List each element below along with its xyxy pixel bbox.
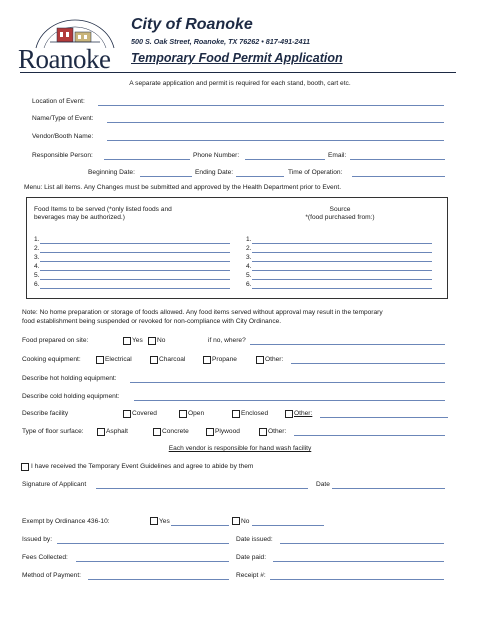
food-prepared-label: Food prepared on site:	[22, 337, 89, 344]
form-title: Temporary Food Permit Application	[131, 51, 343, 65]
food-item-number: 3.	[34, 254, 40, 261]
city-name: City of Roanoke	[131, 16, 253, 33]
cooking-other-field[interactable]	[291, 363, 445, 364]
exempt-label: Exempt by Ordinance 436-10:	[22, 518, 110, 525]
name-type-field[interactable]	[107, 122, 444, 123]
source-item-field[interactable]	[252, 279, 432, 280]
city-address: 500 S. Oak Street, Roanoke, TX 76262 • 817-491-2411	[131, 37, 310, 46]
facility-other-checkbox[interactable]	[285, 410, 293, 418]
food-item-field[interactable]	[40, 252, 230, 253]
propane-checkbox[interactable]	[203, 356, 211, 364]
food-item-field[interactable]	[40, 261, 230, 262]
exempt-yes-field[interactable]	[171, 525, 229, 526]
open-checkbox[interactable]	[179, 410, 187, 418]
source-item-number: 4.	[246, 263, 252, 270]
location-label: Location of Event:	[32, 98, 85, 105]
facility-other-label: Other:	[294, 410, 313, 417]
exempt-no-checkbox[interactable]	[232, 517, 240, 525]
cooking-label: Cooking equipment:	[22, 356, 81, 363]
food-item-field[interactable]	[40, 288, 230, 289]
phone-field[interactable]	[245, 159, 325, 160]
charcoal-label: Charcoal	[159, 356, 186, 363]
date-issued-label: Date issued:	[236, 536, 273, 543]
enclosed-checkbox[interactable]	[232, 410, 240, 418]
exempt-yes-checkbox[interactable]	[150, 517, 158, 525]
method-label: Method of Payment:	[22, 572, 82, 579]
location-field[interactable]	[98, 105, 444, 106]
time-field[interactable]	[352, 176, 445, 177]
electrical-checkbox[interactable]	[96, 356, 104, 364]
hot-holding-label: Describe hot holding equipment:	[22, 375, 117, 382]
intro-text: A separate application and permit is required for each stand, booth, cart etc.	[129, 80, 351, 87]
signature-label: Signature of Applicant	[22, 481, 87, 488]
enclosed-label: Enclosed	[241, 410, 269, 417]
source-item-number: 3.	[246, 254, 252, 261]
issued-by-field[interactable]	[57, 543, 229, 544]
electrical-label: Electrical	[105, 356, 132, 363]
name-type-label: Name/Type of Event:	[32, 115, 94, 122]
email-field[interactable]	[350, 159, 445, 160]
facility-other-field[interactable]	[320, 417, 448, 418]
prepared-yes-label: Yes	[132, 337, 143, 344]
cold-holding-field[interactable]	[134, 400, 445, 401]
exempt-yes-label: Yes	[159, 518, 170, 525]
cold-holding-label: Describe cold holding equipment:	[22, 393, 120, 400]
date-paid-field[interactable]	[273, 561, 444, 562]
cooking-other-label: Other:	[265, 356, 284, 363]
date-issued-field[interactable]	[280, 543, 444, 544]
food-item-field[interactable]	[40, 279, 230, 280]
items-header-1: Food Items to be served (*only listed foods and	[34, 206, 172, 213]
concrete-label: Concrete	[162, 428, 189, 435]
food-item-number: 2.	[34, 245, 40, 252]
signature-field[interactable]	[96, 488, 308, 489]
source-item-field[interactable]	[252, 288, 432, 289]
food-item-field[interactable]	[40, 270, 230, 271]
prepared-no-checkbox[interactable]	[148, 337, 156, 345]
agree-checkbox[interactable]	[21, 463, 29, 471]
covered-checkbox[interactable]	[123, 410, 131, 418]
note-line-2: food establishment being suspended or revoked for non-compliance with City Ordinance.	[22, 318, 282, 325]
food-item-number: 5.	[34, 272, 40, 279]
responsible-label: Responsible Person:	[32, 152, 93, 159]
fees-label: Fees Collected:	[22, 554, 68, 561]
begin-field[interactable]	[140, 176, 192, 177]
method-field[interactable]	[88, 579, 229, 580]
begin-label: Beginning Date:	[88, 169, 135, 176]
covered-label: Covered	[132, 410, 157, 417]
phone-label: Phone Number:	[193, 152, 240, 159]
floor-label: Type of floor surface:	[22, 428, 84, 435]
food-item-number: 6.	[34, 281, 40, 288]
header-divider	[20, 72, 456, 73]
source-item-field[interactable]	[252, 252, 432, 253]
concrete-checkbox[interactable]	[153, 428, 161, 436]
food-item-number: 4.	[34, 263, 40, 270]
end-label: Ending Date:	[195, 169, 234, 176]
plywood-label: Plywood	[215, 428, 240, 435]
issued-by-label: Issued by:	[22, 536, 53, 543]
asphalt-checkbox[interactable]	[97, 428, 105, 436]
food-item-number: 1.	[34, 236, 40, 243]
floor-other-label: Other:	[268, 428, 287, 435]
if-no-where-field[interactable]	[250, 344, 445, 345]
logo-wordmark: Roanoke	[18, 44, 111, 74]
menu-note: Menu: List all items. Any Changes must be submitted and approved by the Health Department prior to Event.	[24, 184, 342, 191]
email-label: Email:	[328, 152, 347, 159]
source-item-field[interactable]	[252, 261, 432, 262]
source-item-number: 2.	[246, 245, 252, 252]
items-header-2: beverages may be authorized.)	[34, 214, 125, 221]
source-item-number: 6.	[246, 281, 252, 288]
vendor-label: Vendor/Booth Name:	[32, 133, 94, 140]
source-item-number: 5.	[246, 272, 252, 279]
propane-label: Propane	[212, 356, 237, 363]
date-field[interactable]	[332, 488, 445, 489]
prepared-no-label: No	[157, 337, 166, 344]
vendor-field[interactable]	[107, 140, 444, 141]
asphalt-label: Asphalt	[106, 428, 128, 435]
source-item-number: 1.	[246, 236, 252, 243]
charcoal-checkbox[interactable]	[150, 356, 158, 364]
date-label: Date	[316, 481, 330, 488]
floor-other-checkbox[interactable]	[259, 428, 267, 436]
responsible-field[interactable]	[104, 159, 190, 160]
date-paid-label: Date paid:	[236, 554, 267, 561]
open-label: Open	[188, 410, 205, 417]
source-item-field[interactable]	[252, 243, 432, 244]
hot-holding-field[interactable]	[130, 382, 445, 383]
floor-other-field[interactable]	[294, 435, 445, 436]
source-header-1: Source	[329, 206, 351, 213]
note-line-1: Note: No home preparation or storage of foods allowed. Any food items served without approval may result in the temporary	[22, 309, 383, 316]
facility-label: Describe facility	[22, 410, 69, 417]
source-header-2: *(food purchased from:)	[305, 214, 375, 221]
source-item-field[interactable]	[252, 270, 432, 271]
receipt-field[interactable]	[270, 579, 444, 580]
prepared-yes-checkbox[interactable]	[123, 337, 131, 345]
agree-label: I have received the Temporary Event Guidelines and agree to abide by them	[31, 463, 254, 470]
fees-field[interactable]	[76, 561, 229, 562]
food-item-field[interactable]	[40, 243, 230, 244]
exempt-no-label: No	[241, 518, 250, 525]
exempt-no-field[interactable]	[252, 525, 324, 526]
end-field[interactable]	[236, 176, 284, 177]
hand-wash-note: Each vendor is responsible for hand wash facility	[168, 445, 312, 452]
plywood-checkbox[interactable]	[206, 428, 214, 436]
if-no-where-label: if no, where?	[208, 337, 246, 344]
receipt-label: Receipt #:	[236, 572, 266, 579]
time-label: Time of Operation:	[288, 169, 343, 176]
cooking-other-checkbox[interactable]	[256, 356, 264, 364]
